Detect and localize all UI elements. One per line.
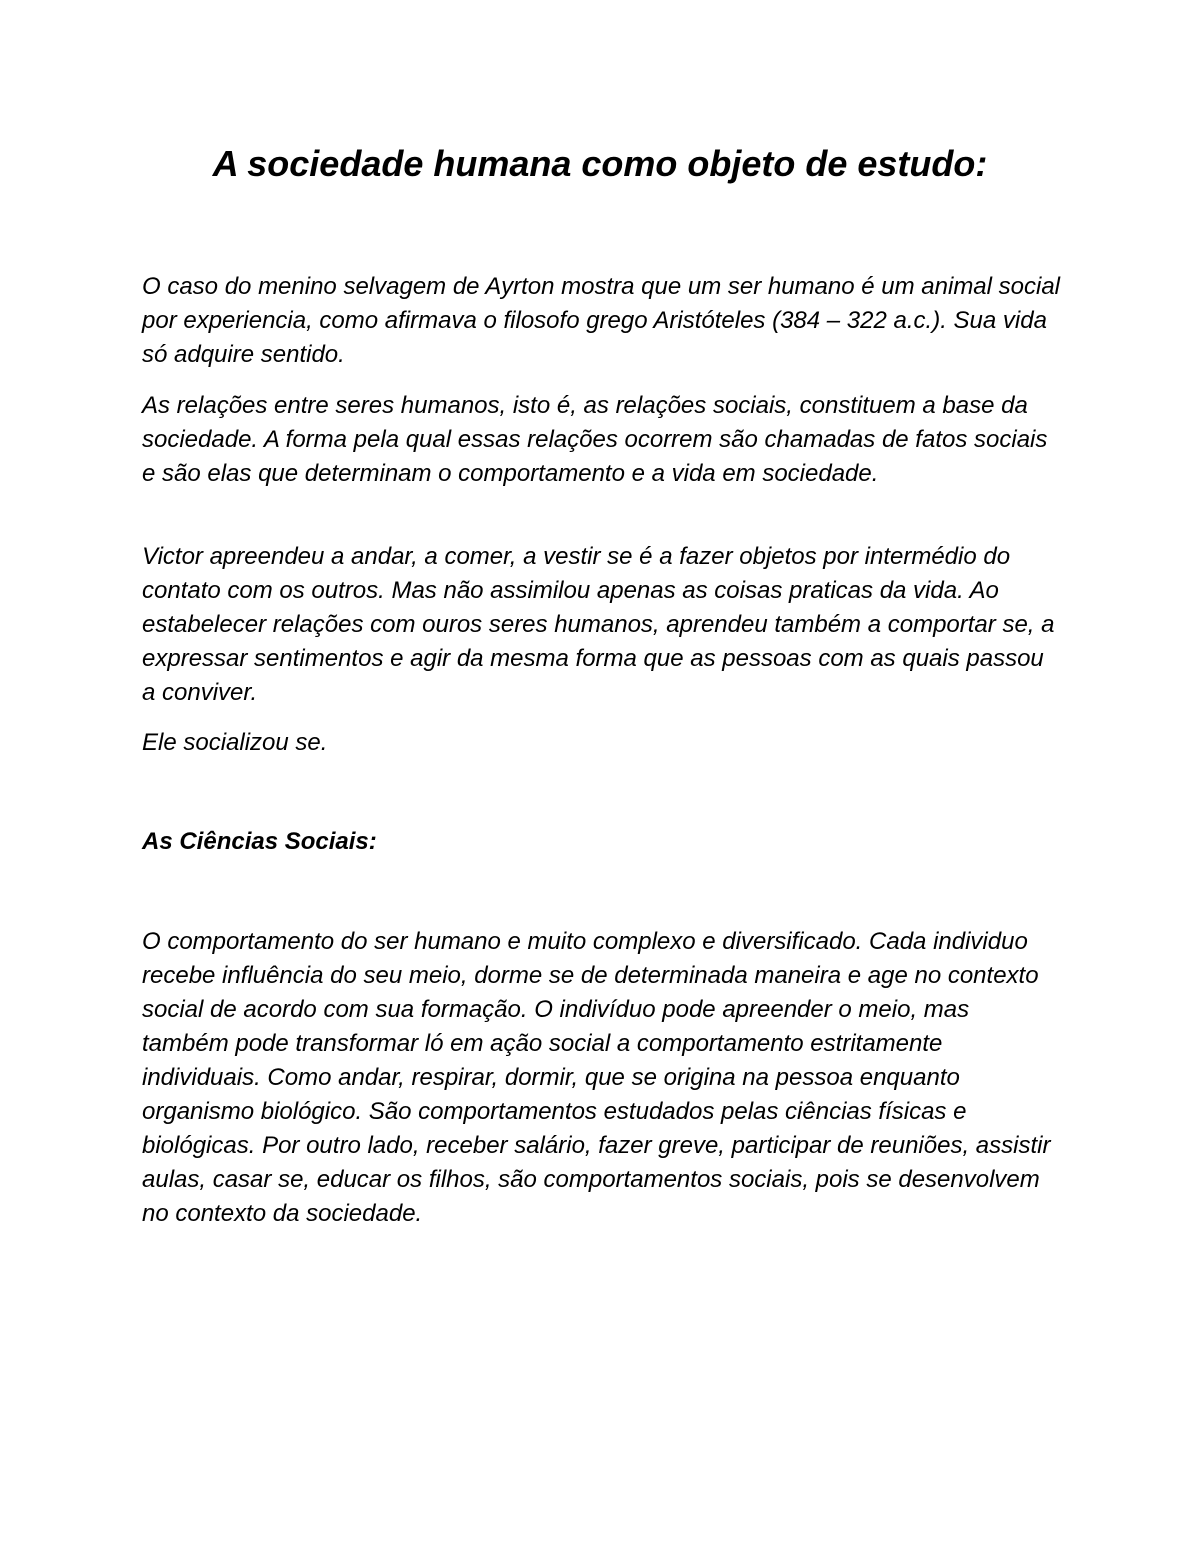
- page-title: A sociedade humana como objeto de estudo:: [212, 143, 988, 184]
- paragraph-4: Ele socializou se.: [142, 729, 328, 756]
- section-heading: As Ciências Sociais:: [142, 828, 377, 855]
- paragraph-1: O caso do menino selvagem de Ayrton mostra que um ser humano é um animal social por experiencia, como afirmava o filosofo grego Aristóteles (384 – 322 a.c.). Sua vida só adquire sentido.: [142, 273, 1061, 368]
- paragraph-2: As relações entre seres humanos, isto é, as relações sociais, constituem a base da sociedade. A forma pela qual essas relações ocorrem são chamadas de fatos sociais e são elas que determinam o comportamento e a vida em sociedade.: [142, 392, 1048, 487]
- section-paragraph: O comportamento do ser humano e muito complexo e diversificado. Cada individuo recebe influência do seu meio, dorme se de determinada maneira e age no contexto social de acordo com sua formação. O indivíduo pode apreender o meio, mas também pode transformar ló em ação social a comportamento estritamente individuais. Como andar, respirar, dormir, que se origina na pessoa enquanto organismo biológico. São comportamentos estudados pelas ciências físicas e biológicas. Por outro lado, receber salário, fazer greve, participar de reuniões, assistir aulas, casar se, educar os filhos, são comportamentos sociais, pois se desenvolvem no contexto da sociedade.: [142, 928, 1051, 1227]
- paragraph-3: Victor apreendeu a andar, a comer, a vestir se é a fazer objetos por intermédio do contato com os outros. Mas não assimilou apenas as coisas praticas da vida. Ao estabelecer relações com ouros seres humanos, aprendeu também a comportar se, a expressar sentimentos e agir da mesma forma que as pessoas com as quais passou a conviver.: [142, 543, 1055, 706]
